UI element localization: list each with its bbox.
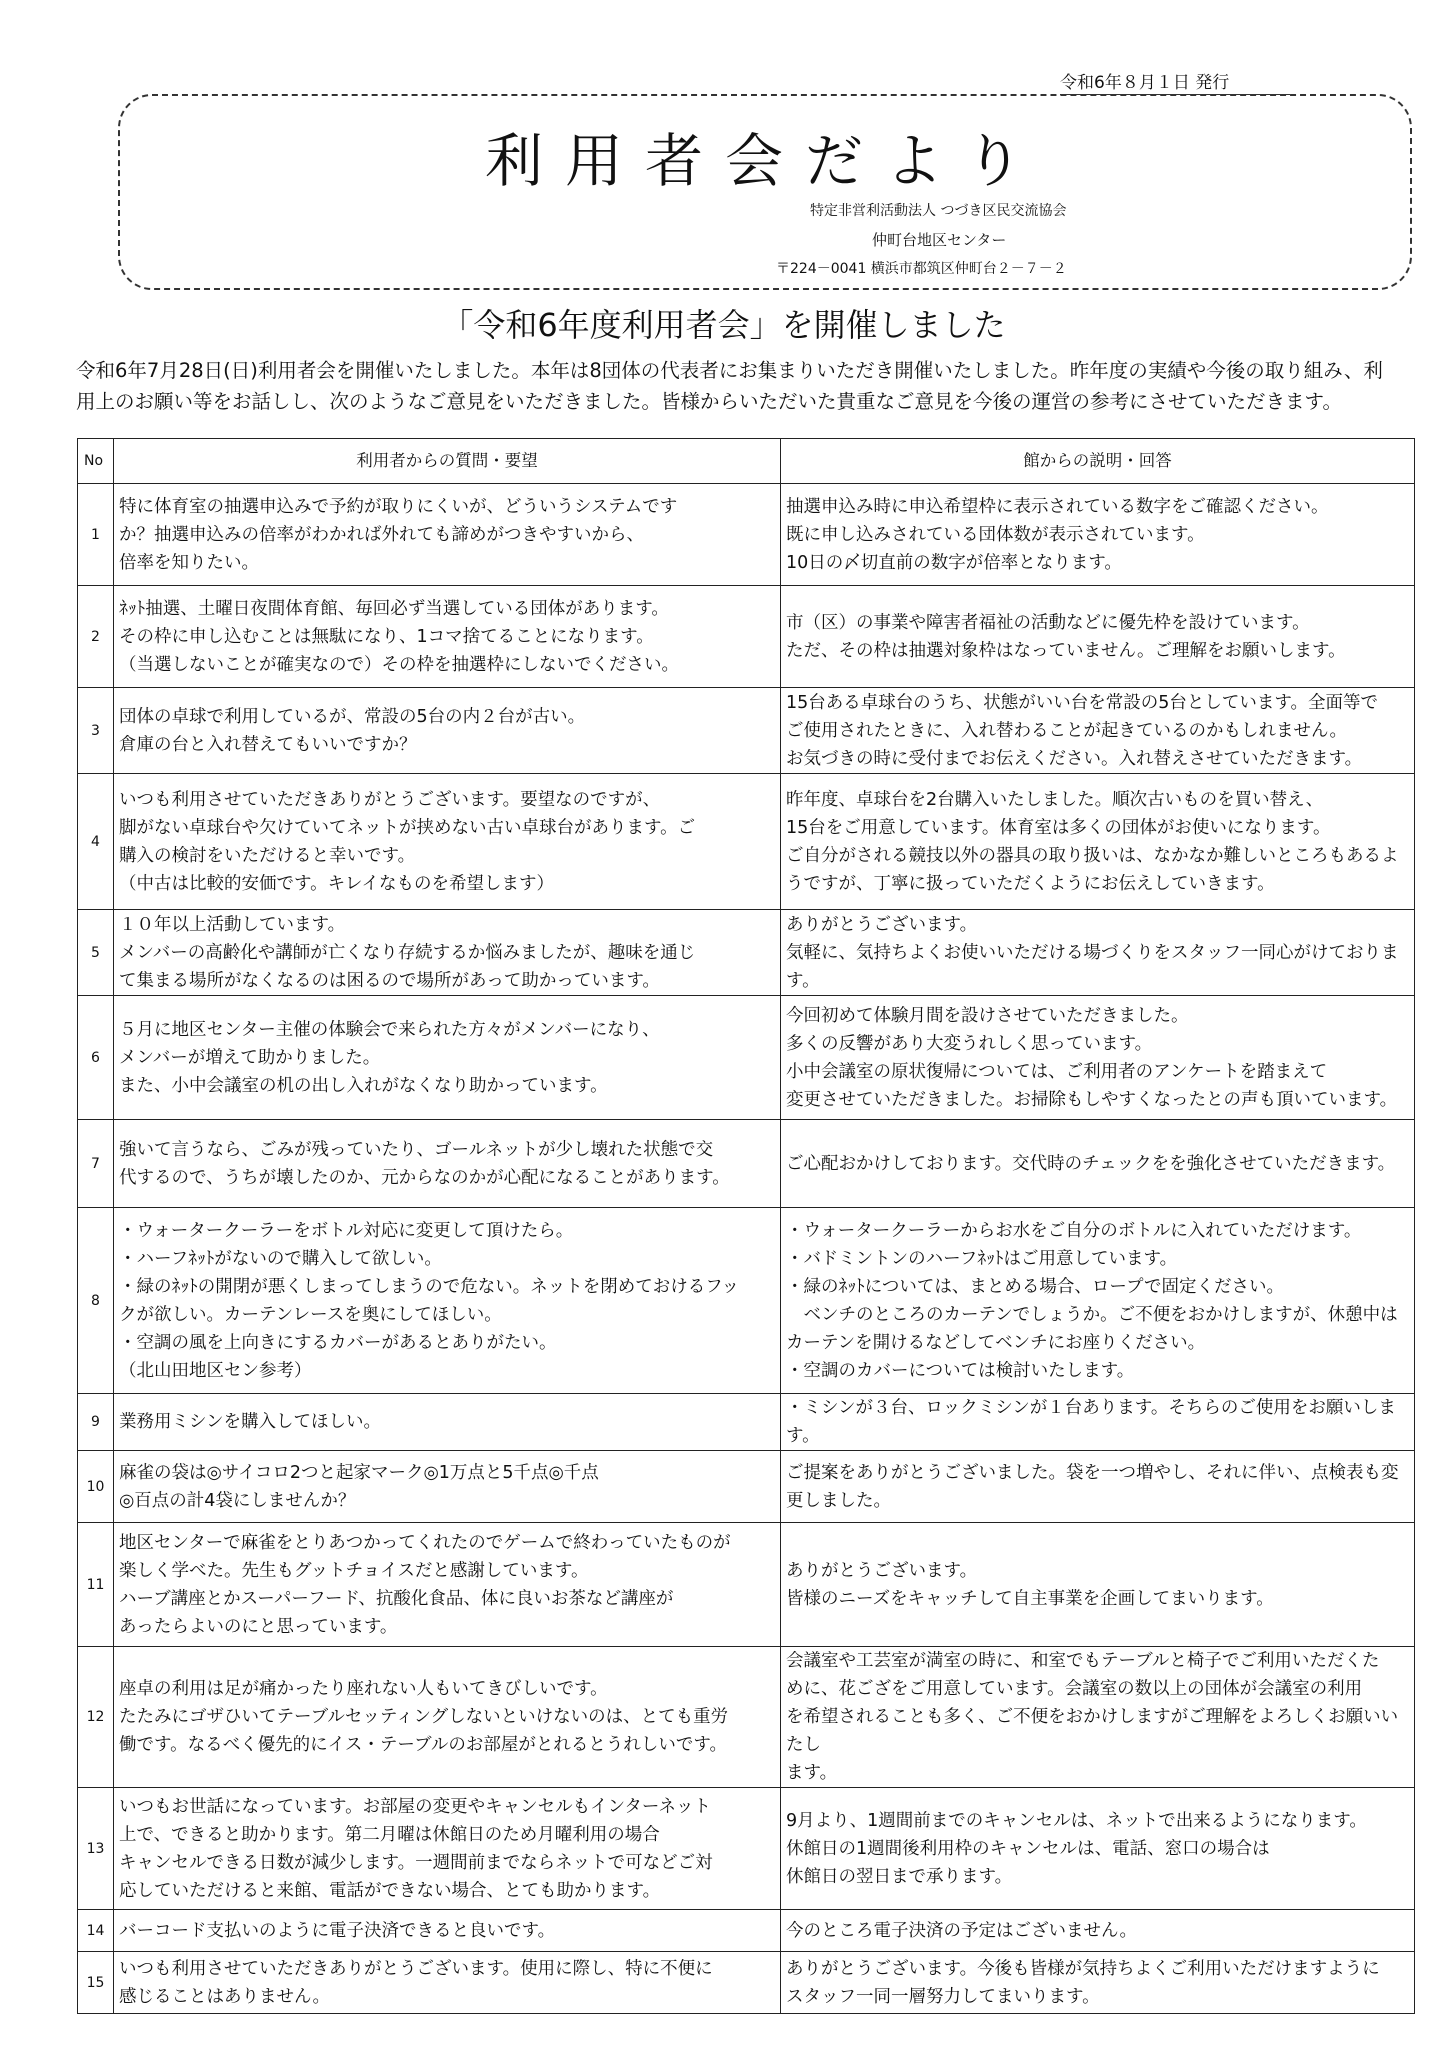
question-cell: １０年以上活動しています。 メンバーの高齢化や講師が亡くなり存続するか悩みましたが、趣味を通じ て集まる場所がなくなるのは困るので場所があって助かっています。 (114, 910, 781, 996)
row-number: 6 (78, 996, 114, 1120)
issue-date: 令和6年８月１日 発行 (1060, 68, 1290, 95)
answer-cell: 昨年度、卓球台を2台購入いたしました。順次古いものを買い替え、 15台をご用意しています。体育室は多くの団体がお使いになります。 ご自分がされる競技以外の器具の取り扱いは、なかなか難しいところもあるよ うですが、丁寧に扱っていただくようにお伝えしていきます。 (781, 774, 1415, 910)
column-header-no: No (78, 439, 114, 484)
row-number: 4 (78, 774, 114, 910)
qa-table (77, 438, 1415, 2014)
table-row (78, 1451, 1415, 1523)
intro-paragraph (76, 355, 1416, 417)
table-row (78, 1394, 1415, 1451)
answer-cell: 15台ある卓球台のうち、状態がいい台を常設の5台としています。全面等で ご使用されたときに、入れ替わることが起きているのかもしれません。 お気づきの時に受付までお伝えください。入れ替えさせていただきます。 (781, 688, 1415, 774)
article-headline: 「令和6年度利用者会」を開催しました (441, 306, 1006, 344)
table-row (78, 1910, 1415, 1952)
answer-cell: 会議室や工芸室が満室の時に、和室でもテーブルと椅子でご利用いただくた めに、花ござをご用意しています。会議室の数以上の団体が会議室の利用 を希望されることも多く、ご不便をおかけしますがご理解をよろしくお願いいたし ます。 (781, 1647, 1415, 1788)
table-row (78, 484, 1415, 586)
row-number: 2 (78, 586, 114, 688)
row-number: 14 (78, 1910, 114, 1952)
center-name: 仲町台地区センター (872, 231, 1007, 249)
answer-cell: ・ウォータークーラーからお水をご自分のボトルに入れていただけます。 ・バドミントンのハーフﾈｯﾄはご用意しています。 ・緑のﾈｯﾄについては、まとめる場合、ロープで固定ください。 ベンチのところのカーテンでしょうか。ご不便をおかけしますが、休憩中は カーテンを開けるなどしてベンチにお座りください。 ・空調のカバーについては検討いたします。 (781, 1208, 1415, 1394)
answer-cell: ご心配おかけしております。交代時のチェックをを強化させていただきます。 (781, 1120, 1415, 1208)
column-header-question: 利用者からの質問・要望 (114, 439, 781, 484)
answer-cell: 今のところ電子決済の予定はございません。 (781, 1910, 1415, 1952)
answer-cell: ありがとうございます。 皆様のニーズをキャッチして自主事業を企画してまいります。 (781, 1523, 1415, 1647)
row-number: 11 (78, 1523, 114, 1647)
row-number: 8 (78, 1208, 114, 1394)
column-header-answer: 館からの説明・回答 (781, 439, 1415, 484)
row-number: 12 (78, 1647, 114, 1788)
intro-line: 令和6年7月28日(日)利用者会を開催いたしました。本年は8団体の代表者にお集まりいただき開催いたしました。昨年度の実績や今後の取り組み、利 (76, 359, 1383, 382)
table-row (78, 1788, 1415, 1910)
row-number: 3 (78, 688, 114, 774)
question-cell: 業務用ミシンを購入してほしい。 (114, 1394, 781, 1451)
table-row (78, 1647, 1415, 1788)
table-row (78, 586, 1415, 688)
answer-cell: 市（区）の事業や障害者福祉の活動などに優先枠を設けています。 ただ、その枠は抽選対象枠はなっていません。ご理解をお願いします。 (781, 586, 1415, 688)
question-cell: バーコード支払いのように電子決済できると良いです。 (114, 1910, 781, 1952)
table-header-row (78, 439, 1415, 484)
table-row (78, 1952, 1415, 2014)
table-row (78, 688, 1415, 774)
answer-cell: ありがとうございます。今後も皆様が気持ちよくご利用いただけますように スタッフ一同一層努力してまいります。 (781, 1952, 1415, 2014)
row-number: 10 (78, 1451, 114, 1523)
question-cell: 特に体育室の抽選申込みで予約が取りにくいが、どういうシステムです か？抽選申込みの倍率がわかれば外れても諦めがつきやすいから、 倍率を知りたい。 (114, 484, 781, 586)
organization-name: 特定非営利活動法人 つづき区民交流協会 (810, 203, 1067, 219)
table-row (78, 1208, 1415, 1394)
table-row (78, 1523, 1415, 1647)
question-cell: 団体の卓球で利用しているが、常設の5台の内２台が古い。 倉庫の台と入れ替えてもいいですか？ (114, 688, 781, 774)
question-cell: ﾈｯﾄ抽選、土曜日夜間体育館、毎回必ず当選している団体があります。 その枠に申し込むことは無駄になり、1コマ捨てることになります。 （当選しないことが確実なので）その枠を抽選枠にしないでください。 (114, 586, 781, 688)
answer-cell: 抽選申込み時に申込希望枠に表示されている数字をご確認ください。 既に申し込みされている団体数が表示されています。 10日の〆切直前の数字が倍率となります。 (781, 484, 1415, 586)
answer-cell: ご提案をありがとうございました。袋を一つ増やし、それに伴い、点検表も変 更しました。 (781, 1451, 1415, 1523)
row-number: 9 (78, 1394, 114, 1451)
address: 〒224－0041 横浜市都筑区仲町台２－７－２ (776, 261, 1067, 277)
intro-line: 用上のお願い等をお話しし、次のようなご意見をいただきました。皆様からいただいた貴重なご意見を今後の運営の参考にさせていただきます。 (76, 390, 1342, 413)
newsletter-title: 利用者会だより (484, 127, 1045, 195)
row-number: 15 (78, 1952, 114, 2014)
answer-cell: 今回初めて体験月間を設けさせていただきました。 多くの反響があり大変うれしく思っています。 小中会議室の原状復帰については、ご利用者のアンケートを踏まえて 変更させていただきました。お掃除もしやすくなったとの声も頂いています。 (781, 996, 1415, 1120)
table-row (78, 1120, 1415, 1208)
question-cell: 麻雀の袋は◎サイコロ2つと起家マーク◎1万点と5千点◎千点 ◎百点の計4袋にしませんか？ (114, 1451, 781, 1523)
question-cell: 強いて言うなら、ごみが残っていたり、ゴールネットが少し壊れた状態で交 代するので、うちが壊したのか、元からなのかが心配になることがあります。 (114, 1120, 781, 1208)
question-cell: いつもお世話になっています。お部屋の変更やキャンセルもインターネット 上で、できると助かります。第二月曜は休館日のため月曜利用の場合 キャンセルできる日数が減少します。一週間前までならネットで可などご対 応していただけると来館、電話ができない場合、とても助かります。 (114, 1788, 781, 1910)
question-cell: いつも利用させていただきありがとうございます。使用に際し、特に不便に 感じることはありません。 (114, 1952, 781, 2014)
answer-cell: 9月より、1週間前までのキャンセルは、ネットで出来るようになります。 休館日の1週間後利用枠のキャンセルは、電話、窓口の場合は 休館日の翌日まで承ります。 (781, 1788, 1415, 1910)
row-number: 7 (78, 1120, 114, 1208)
question-cell: 地区センターで麻雀をとりあつかってくれたのでゲームで終わっていたものが 楽しく学べた。先生もグットチョイスだと感謝しています。 ハーブ講座とかスーパーフード、抗酸化食品、体に良いお茶など講座が あったらよいのにと思っています。 (114, 1523, 781, 1647)
row-number: 13 (78, 1788, 114, 1910)
answer-cell: ・ミシンが３台、ロックミシンが１台あります。そちらのご使用をお願いします。 (781, 1394, 1415, 1451)
newsletter-header (118, 94, 1412, 290)
table-row (78, 996, 1415, 1120)
row-number: 5 (78, 910, 114, 996)
table-row (78, 774, 1415, 910)
question-cell: 座卓の利用は足が痛かったり座れない人もいてきびしいです。 たたみにゴザひいてテーブルセッティングしないといけないのは、とても重労 働です。なるべく優先的にイス・テーブルのお部屋がとれるとうれしいです。 (114, 1647, 781, 1788)
question-cell: ・ウォータークーラーをボトル対応に変更して頂けたら。 ・ハーフﾈｯﾄがないので購入して欲しい。 ・緑のﾈｯﾄの開閉が悪くしまってしまうので危ない。ネットを閉めておけるフッ クが欲しい。カーテンレースを奥にしてほしい。 ・空調の風を上向きにするカバーがあるとありがたい。 （北山田地区セン参考） (114, 1208, 781, 1394)
answer-cell: ありがとうございます。 気軽に、気持ちよくお使いいただける場づくりをスタッフ一同心がけております。 (781, 910, 1415, 996)
question-cell: ５月に地区センター主催の体験会で来られた方々がメンバーになり、 メンバーが増えて助かりました。 また、小中会議室の机の出し入れがなくなり助かっています。 (114, 996, 781, 1120)
table-row (78, 910, 1415, 996)
row-number: 1 (78, 484, 114, 586)
question-cell: いつも利用させていただきありがとうございます。要望なのですが、 脚がない卓球台や欠けていてネットが挟めない古い卓球台があります。ご 購入の検討をいただけると幸いです。 （中古は比較的安価です。キレイなものを希望します） (114, 774, 781, 910)
